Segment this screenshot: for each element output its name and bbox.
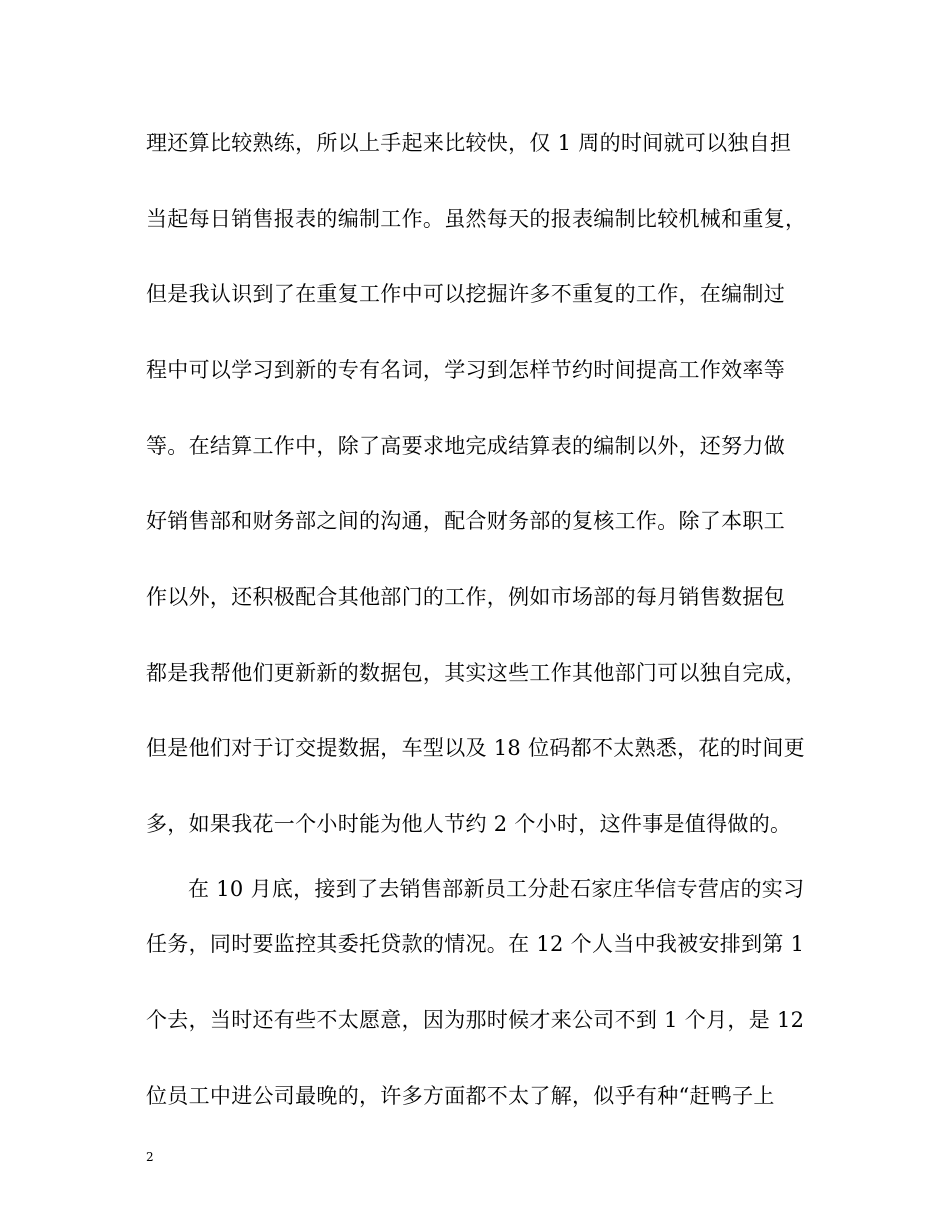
text-line: 任务，同时要监控其委托贷款的情况。在 12 个人当中我被安排到第 1 <box>146 932 805 956</box>
text-line: 都是我帮他们更新新的数据包，其实这些工作其他部门可以独自完成， <box>146 661 807 685</box>
text-line: 程中可以学习到新的专有名词，学习到怎样节约时间提高工作效率等 <box>146 358 785 382</box>
text-line: 但是我认识到了在重复工作中可以挖掘许多不重复的工作，在编制过 <box>146 282 785 306</box>
text-line: 但是他们对于订交提数据，车型以及 18 位码都不太熟悉，花的时间更 <box>146 736 805 760</box>
paragraph-first-line: 在 10 月底，接到了去销售部新员工分赴石家庄华信专营店的实习 <box>188 877 805 901</box>
text-line: 等。在结算工作中，除了高要求地完成结算表的编制以外，还努力做 <box>146 434 785 458</box>
text-line: 好销售部和财务部之间的沟通，配合财务部的复核工作。除了本职工 <box>146 509 785 533</box>
text-line: 位员工中进公司最晚的，许多方面都不太了解，似乎有种“赶鸭子上 <box>146 1084 775 1108</box>
text-line: 作以外，还积极配合其他部门的工作，例如市场部的每月销售数据包 <box>146 585 785 609</box>
text-line: 当起每日销售报表的编制工作。虽然每天的报表编制比较机械和重复， <box>146 207 807 231</box>
text-line: 个去，当时还有些不太愿意，因为那时候才来公司不到 1 个月，是 12 <box>146 1008 805 1032</box>
text-line: 理还算比较熟练，所以上手起来比较快，仅 1 周的时间就可以独自担 <box>146 131 792 155</box>
page-number: 2 <box>146 1150 154 1164</box>
text-line: 多，如果我花一个小时能为他人节约 2 个小时，这件事是值得做的。 <box>146 812 792 836</box>
